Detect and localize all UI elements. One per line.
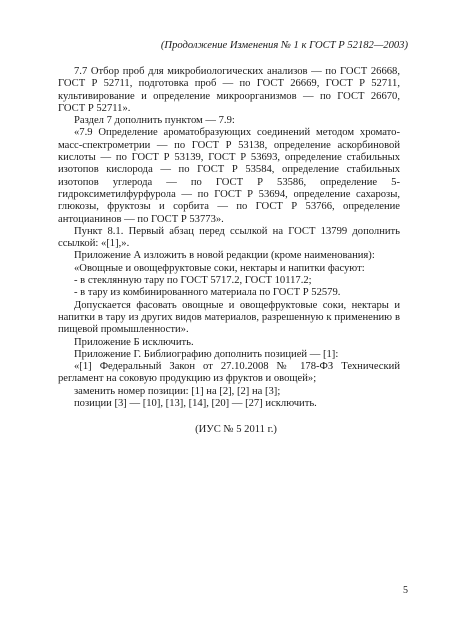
paragraph-section-7-add: Раздел 7 дополнить пунктом — 7.9: xyxy=(74,115,235,127)
paragraph-allowed: Допускается фасовать овощные и овощефруктовые соки, нектары и напитки в тару из других видов материалов, разрешенную к применению в пищевой промышленности». xyxy=(58,299,400,336)
paragraph-appendix-b: Приложение Б исключить. xyxy=(74,336,194,348)
paragraph-8-1: Пункт 8.1. Первый абзац перед ссылкой на ГОСТ 13799 дополнить ссылкой: «[1],». xyxy=(58,225,400,250)
paragraph-federal-law: «[1] Федеральный Закон от 27.10.2008 № 178-ФЗ Технический регламент на соковую продукцию из фруктов и овощей»; xyxy=(58,361,400,385)
paragraph-appendix-g: Приложение Г. Библиографию дополнить позицией — [1]: xyxy=(74,348,339,360)
paragraph-7-9: «7.9 Определение ароматобразующих соединений методом хромато-масс-спектрометрии — по ГОСТ Р 53138, определение аскорбиновой кислоты — по ГОСТ Р 53139, ГОСТ Р 53693, определение стабильных изотопов кислорода — по ГОСТ Р 53584, определение стабильных изотопов углерода — по ГОСТ Р 53586, определение 5-гидроксиметилфурфурола — по ГОСТ Р 53694, определение сахарозы, глюкозы, фруктозы и сорбита — по ГОСТ Р 53766, определение антоцианинов — по ГОСТ Р 53773». xyxy=(58,127,400,225)
running-header: (Продолжение Изменения № 1 к ГОСТ Р 52182—2003) xyxy=(160,40,408,51)
publication-stamp: (ИУС № 5 2011 г.) xyxy=(195,424,277,436)
paragraph-appendix-a: Приложение А изложить в новой редакции (кроме наименования): xyxy=(74,250,375,262)
document-body xyxy=(58,66,400,437)
list-item-combined: - в тару из комбинированного материала по ГОСТ Р 52579. xyxy=(74,287,341,299)
paragraph-exclude: позиции [3] — [10], [13], [14], [20] — [27] исключить. xyxy=(74,398,317,410)
list-item-glass: - в стеклянную тару по ГОСТ 5717.2, ГОСТ 10117.2; xyxy=(74,275,312,287)
page-number: 5 xyxy=(403,585,408,596)
paragraph-renumber: заменить номер позиции: [1] на [2], [2] на [3]; xyxy=(74,385,281,397)
paragraph-packaging-intro: «Овощные и овощефруктовые соки, нектары и напитки фасуют: xyxy=(74,262,365,274)
paragraph-7-7: 7.7 Отбор проб для микробиологических анализов — по ГОСТ 26668, ГОСТ Р 52711, подготовка проб — по ГОСТ 26669, ГОСТ Р 52711, культивирование и определение микроорганизмов — по ГОСТ 26670, ГОСТ Р 52711». xyxy=(58,66,400,114)
